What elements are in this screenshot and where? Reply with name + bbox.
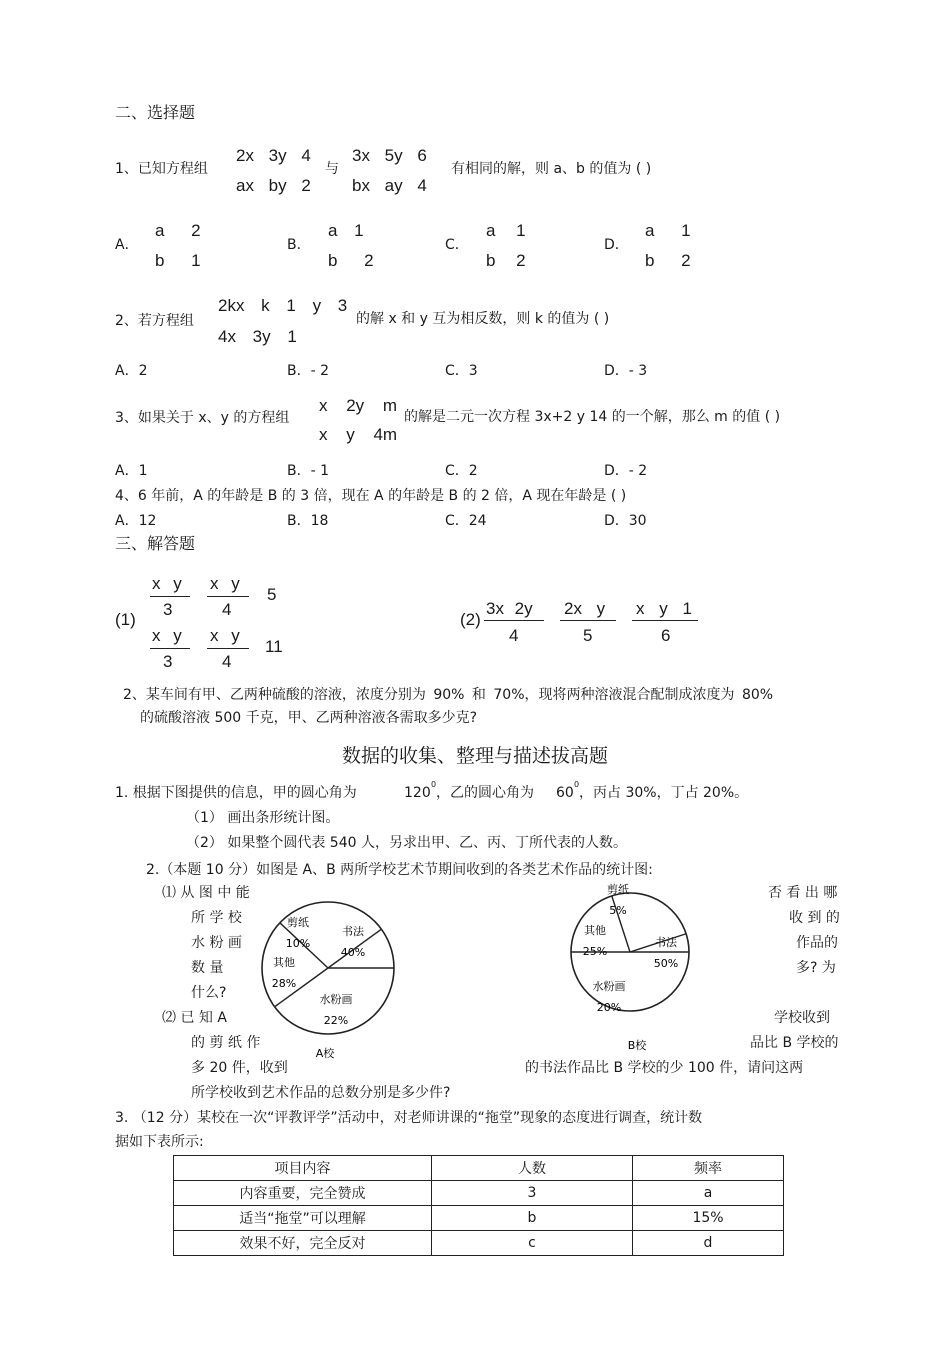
pie-slice-value: 28%: [271, 977, 297, 990]
pie-slice-value: 40%: [340, 946, 366, 959]
table-cell: 15%: [633, 1206, 784, 1231]
pie-chart-school-a: [262, 902, 394, 1034]
q2-right-line4: 多? 为: [796, 960, 836, 976]
table-header: 人数: [432, 1156, 633, 1181]
option-line2: b 2: [328, 251, 374, 270]
q1-conjunction: 与: [325, 161, 339, 177]
option-letter: B．: [287, 237, 311, 253]
table-cell: d: [633, 1231, 784, 1256]
pie-slice-label: 书法: [655, 936, 677, 949]
table-cell: b: [432, 1206, 633, 1231]
p2-num3: x y 1: [636, 599, 692, 618]
q4-option-a[interactable]: A．12: [115, 513, 157, 529]
q2-option-d[interactable]: D．- 3: [604, 363, 648, 379]
q2-left-line5: 什么?: [191, 985, 227, 1001]
p2-den3: 6: [661, 626, 671, 645]
stats-q1-part-c: ，丙占 30%，丁占 20%。: [579, 785, 749, 801]
stats-q3-line2: 据如下表所示:: [115, 1134, 204, 1150]
q2-right-line6: 品比 B 学校的: [750, 1035, 839, 1051]
sec3-q2-line2: 的硫酸溶液 500 千克，甲、乙两种溶液各需取多少克?: [140, 710, 478, 726]
table-cell: 3: [432, 1181, 633, 1206]
q2-right-line5: 学校收到: [774, 1010, 830, 1026]
pie-slice-value: 25%: [582, 945, 608, 958]
table-header: 频率: [633, 1156, 784, 1181]
q1-system1-line2: ax by 2: [236, 176, 311, 195]
pie-slice-label: 剪纸: [287, 916, 309, 929]
pie-slice-label: 水粉画: [319, 993, 353, 1006]
q2-right-line3: 作品的: [796, 935, 838, 951]
q1-system2-line2: bx ay 4: [352, 176, 427, 195]
option-line1: a 1: [645, 221, 691, 240]
table-cell: 效果不好，完全反对: [174, 1231, 432, 1256]
pie-slice-label: 剪纸: [607, 883, 629, 896]
q3-option-d[interactable]: D．- 2: [604, 463, 648, 479]
q3-lead: 3、如果关于 x、y 的方程组: [115, 410, 290, 426]
table-cell: a: [633, 1181, 784, 1206]
p1-r1-den1: 3: [163, 600, 173, 619]
q3-system-line1: x 2y m: [319, 396, 398, 415]
pie-slice-value: 22%: [323, 1014, 349, 1027]
q1-tail: 有相同的解，则 a、b 的值为 ( ): [451, 161, 652, 177]
q3-option-b[interactable]: B．- 1: [287, 463, 330, 479]
stats-q1-part-a: 1. 根据下图提供的信息，甲的圆心角为: [115, 785, 357, 801]
q4-option-c[interactable]: C．24: [445, 513, 487, 529]
p2-num1: 3x 2y: [486, 599, 533, 618]
p2-den1: 4: [509, 626, 519, 645]
option-letter: D．: [604, 237, 629, 253]
table-cell: 内容重要，完全赞成: [174, 1181, 432, 1206]
survey-table: [173, 1155, 784, 1256]
option-line1: a 2: [155, 221, 201, 240]
stats-q1-part-b: ，乙的圆心角为: [436, 785, 534, 801]
table-cell: 适当“拖堂”可以理解: [174, 1206, 432, 1231]
section-heading-answer: 三、解答题: [115, 534, 196, 553]
p1-r2-num2: x y: [210, 626, 240, 645]
q1-lead: 1、已知方程组: [115, 161, 208, 177]
pie-slice-value: 5%: [609, 904, 627, 917]
p2-num2: 2x y: [564, 599, 606, 618]
q2-system-line1: 2kx k 1 y 3: [218, 296, 348, 315]
table-header-row: [174, 1156, 784, 1181]
p1-r2-num1: x y: [152, 626, 182, 645]
pie-slice-label: 其他: [273, 956, 295, 969]
q3-option-a[interactable]: A．1: [115, 463, 148, 479]
table-row: [174, 1206, 784, 1231]
q4-option-d[interactable]: D．30: [604, 513, 647, 529]
stats-q1-sub1: （1） 画出条形统计图。: [186, 810, 340, 826]
option-line1: a 1: [486, 221, 526, 240]
q1-system2-line1: 3x 5y 6: [352, 146, 427, 165]
q2-option-a[interactable]: A．2: [115, 363, 148, 379]
q2-lead: 2、若方程组: [115, 313, 194, 329]
stats-q2-intro: 2.（本题 10 分）如图是 A、B 两所学校艺术节期间收到的各类艺术作品的统计图:: [146, 862, 653, 878]
pie-slice-value: 10%: [285, 937, 311, 950]
p1-r2-den1: 3: [163, 652, 173, 671]
option-line2: b 2: [486, 251, 526, 270]
q3-option-c[interactable]: C．2: [445, 463, 478, 479]
q2-left-line4: 数 量: [191, 960, 224, 976]
p1-r1-den2: 4: [222, 600, 232, 619]
option-line1: a 1: [328, 221, 364, 240]
section-heading-choice: 二、选择题: [115, 103, 196, 122]
q2-left-line2: 所 学 校: [191, 910, 242, 926]
table-row: [174, 1181, 784, 1206]
p1-r1-num2: x y: [210, 574, 240, 593]
q2-option-c[interactable]: C．3: [445, 363, 478, 379]
q2-left-line8: 多 20 件，收到: [191, 1060, 288, 1076]
degree-mark: 0: [431, 780, 437, 789]
stats-q1-sub2: （2） 如果整个圆代表 540 人，另求出甲、乙、丙、丁所代表的人数。: [186, 835, 627, 851]
p2-den2: 5: [583, 626, 593, 645]
option-line2: b 2: [645, 251, 691, 270]
stats-q3-line1: 3. （12 分）某校在一次“评教评学”活动中，对老师讲课的“拖堂”现象的态度进行调查，统计数: [115, 1110, 703, 1126]
q2-left-line6: ⑵ 已 知 A: [162, 1010, 227, 1026]
p1-r1-num1: x y: [152, 574, 182, 593]
p1-r2-den2: 4: [222, 652, 232, 671]
table-header: 项目内容: [174, 1156, 432, 1181]
table-row: [174, 1231, 784, 1256]
option-line2: b 1: [155, 251, 201, 270]
q2-left-line7: 的 剪 纸 作: [191, 1035, 261, 1051]
pie-slice-value: 50%: [653, 957, 679, 970]
q2-tail: 的解 x 和 y 互为相反数，则 k 的值为 ( ): [356, 311, 610, 327]
option-letter: A．: [115, 237, 139, 253]
p2-label: (2): [460, 610, 481, 629]
p1-label: (1): [115, 610, 136, 629]
q2-left-line1: ⑴ 从 图 中 能: [162, 885, 250, 901]
sec3-q2-line1: 2、某车间有甲、乙两种硫酸的溶液，浓度分别为 90% 和 70%，现将两种溶液混合配制成浓度为 80%: [123, 687, 774, 703]
pie-slice-value: 20%: [596, 1001, 622, 1014]
stats-q1-value2: 60: [556, 785, 574, 801]
table-cell: c: [432, 1231, 633, 1256]
q1-system1-line1: 2x 3y 4: [236, 146, 311, 165]
option-letter: C．: [445, 237, 469, 253]
q4-option-b[interactable]: B．18: [287, 513, 329, 529]
pie-chart-school-b: [571, 883, 689, 1014]
pie-a-title: A校: [315, 1047, 335, 1060]
q2-right-line7: 的书法作品比 B 学校的少 100 件，请问这两: [525, 1060, 804, 1076]
pie-slice-label: 书法: [342, 925, 364, 938]
pie-slice-label: 水粉画: [592, 980, 626, 993]
q2-system-line2: 4x 3y 1: [218, 327, 297, 346]
q2-right-line1: 否 看 出 哪: [768, 885, 838, 901]
degree-mark: 0: [574, 780, 580, 789]
q4-text: 4、6 年前，A 的年龄是 B 的 3 倍，现在 A 的年龄是 B 的 2 倍，A 现在年龄是 ( ): [115, 488, 627, 504]
q2-option-b[interactable]: B．- 2: [287, 363, 330, 379]
q2-last-line: 所学校收到艺术作品的总数分别是多少件?: [191, 1085, 451, 1101]
pie-slice-label: 其他: [584, 924, 606, 937]
q2-left-line3: 水 粉 画: [191, 935, 242, 951]
q2-right-line2: 收 到 的: [789, 910, 840, 926]
page-title: 数据的收集、整理与描述拔高题: [341, 745, 608, 767]
p1-r2-rhs: 11: [265, 637, 283, 656]
p1-r1-rhs: 5: [267, 585, 277, 604]
pie-b-title: B校: [627, 1039, 647, 1052]
q3-tail: 的解是二元一次方程 3x+2 y 14 的一个解，那么 m 的值 ( ): [404, 409, 781, 425]
stats-q1-value1: 120: [404, 785, 431, 801]
q3-system-line2: x y 4m: [319, 425, 398, 444]
